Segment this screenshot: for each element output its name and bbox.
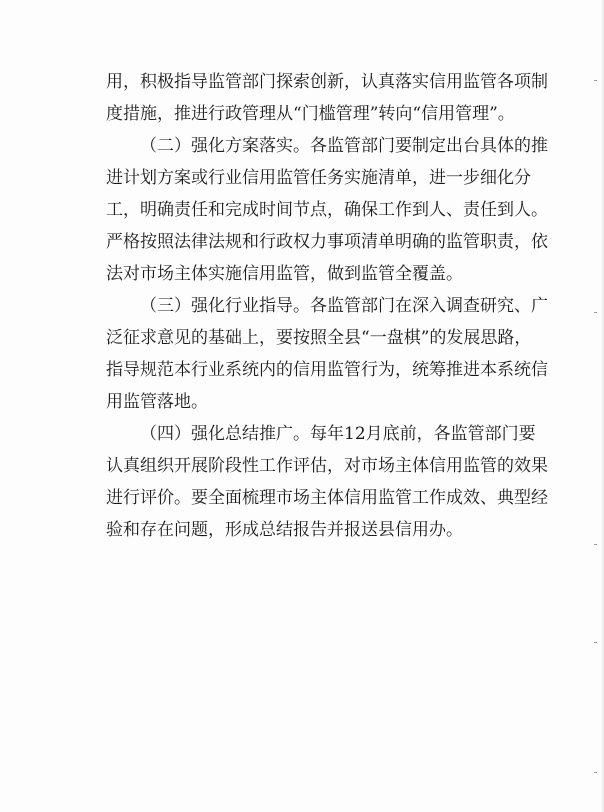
scan-speck: [594, 544, 597, 545]
text-line: 用监管落地。: [106, 392, 208, 412]
text-line: 工，明确责任和完成时间节点，确保工作到人、责任到人。: [106, 200, 548, 220]
section-heading-line: （二）强化方案落实。各监管部门要制定出台具体的推: [140, 136, 548, 156]
section-heading-line: （三）强化行业指导。各监管部门在深入调查研究、广: [140, 296, 548, 316]
scan-speck: [594, 312, 597, 313]
text-line: 验和存在问题，形成总结报告并报送县信用办。: [106, 520, 463, 540]
section-heading-line: （四）强化总结推广。每年12月底前，各监管部门要: [140, 424, 536, 444]
text-line: 认真组织开展阶段性工作评估，对市场主体信用监管的效果: [106, 456, 548, 476]
text-line: 用，积极指导监管部门探索创新，认真落实信用监管各项制: [106, 72, 548, 92]
scan-speck: [594, 642, 597, 643]
text-line: 进行评价。要全面梳理市场主体信用监管工作成效、典型经: [106, 488, 548, 508]
body-text: [106, 66, 548, 546]
text-line: 泛征求意见的基础上，要按照全县“一盘棋”的发展思路，: [106, 328, 532, 348]
text-line: 法对市场主体实施信用监管，做到监管全覆盖。: [106, 264, 463, 284]
text-line: 度措施，推进行政管理从“门槛管理”转向“信用管理”。: [106, 104, 515, 124]
scan-speck: [594, 772, 597, 773]
text-line: 严格按照法律法规和行政权力事项清单明确的监管职责，依: [106, 232, 548, 252]
scan-speck: [594, 80, 597, 81]
text-line: 指导规范本行业系统内的信用监管行为，统筹推进本系统信: [106, 360, 548, 380]
text-line: 进计划方案或行业信用监管任务实施清单，进一步细化分: [106, 168, 531, 188]
